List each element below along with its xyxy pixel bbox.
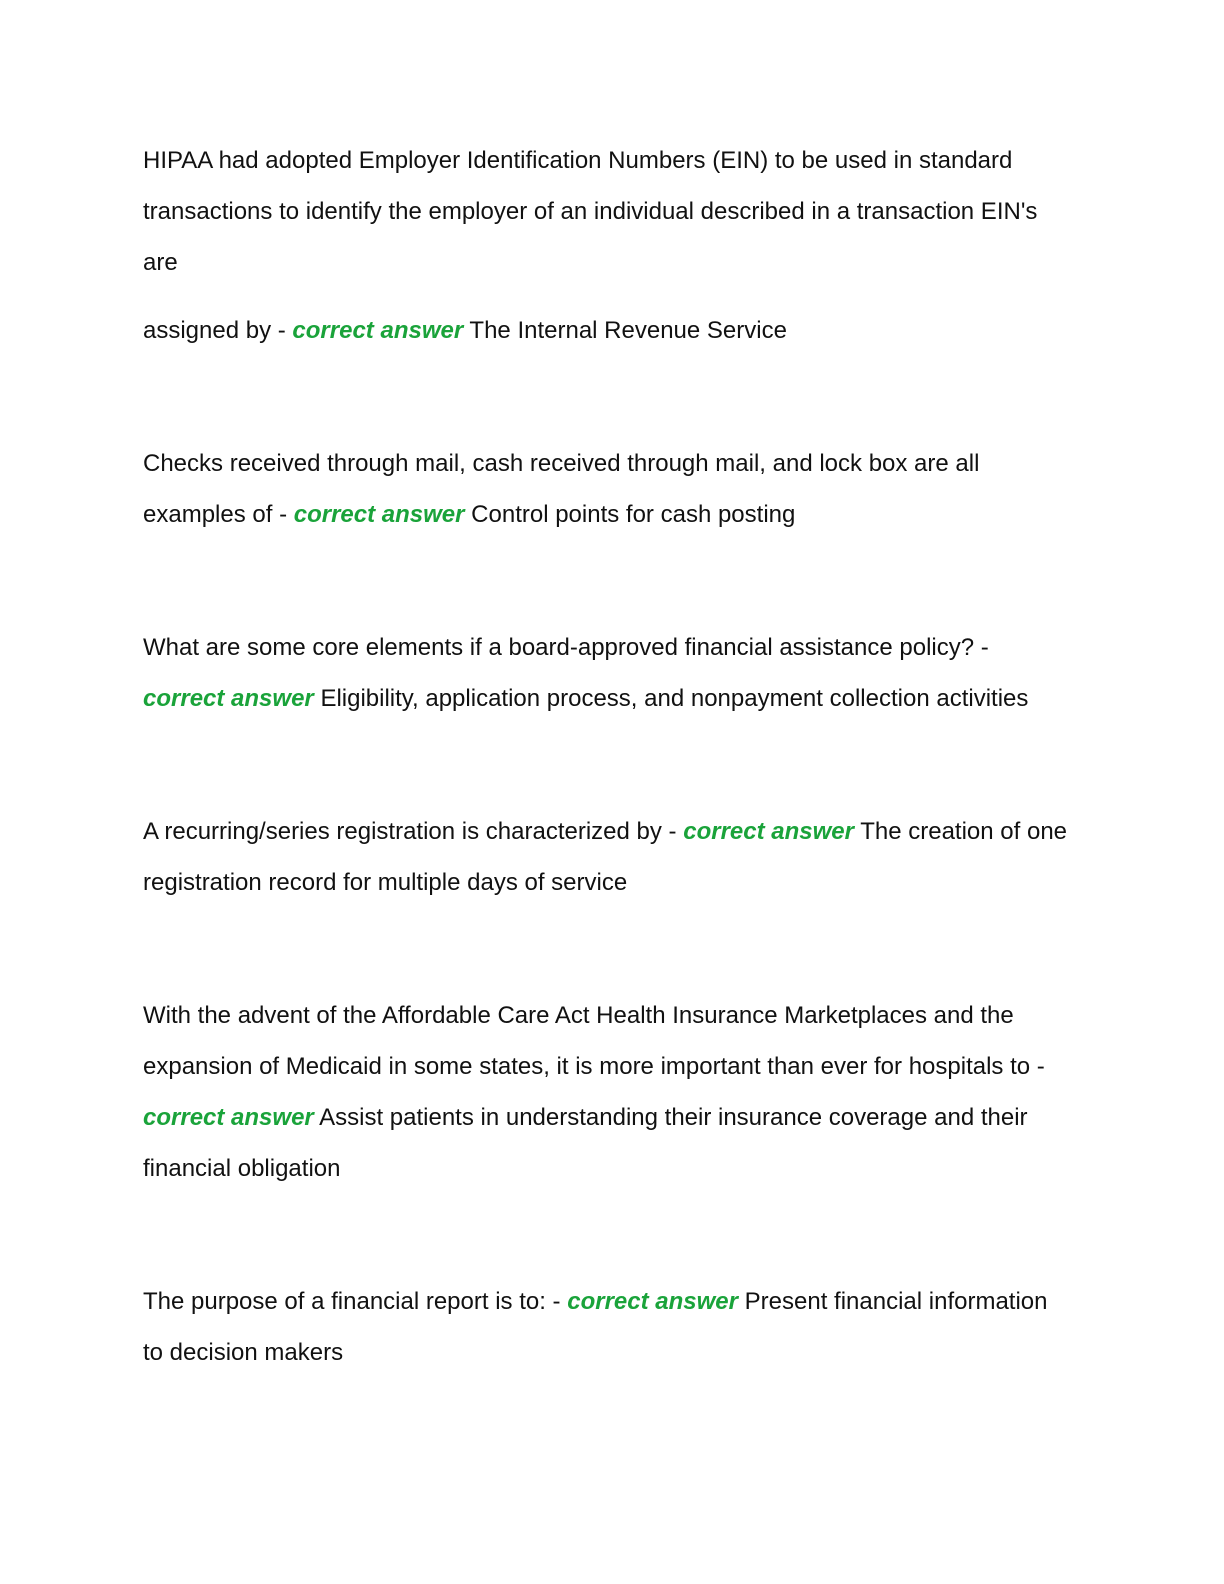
question-tail: assigned by -: [143, 317, 286, 344]
correct-answer-marker: correct answer: [143, 685, 314, 712]
correct-answer-marker: correct answer: [292, 317, 464, 344]
question-text: The purpose of a financial report is to: -: [143, 1288, 561, 1315]
qa-item: [143, 1276, 1073, 1378]
answer-text: The creation of one registration record for multiple days of service: [143, 818, 1068, 896]
qa-list: [143, 135, 1073, 1378]
question-text: A recurring/series registration is characterized by -: [143, 818, 677, 845]
question-text: Checks received through mail, cash received through mail, and lock box are all examples of -: [143, 450, 980, 528]
question-text: What are some core elements if a board-approved financial assistance policy? -: [143, 634, 989, 661]
answer-text: Present financial information to decision makers: [143, 1288, 1048, 1366]
qa-item: [143, 622, 1073, 724]
answer-text: Assist patients in understanding their insurance coverage and their financial obligation: [143, 1104, 1028, 1182]
correct-answer-marker: correct answer: [683, 818, 854, 845]
qa-item: [143, 806, 1073, 908]
question-continuation: [143, 305, 1073, 356]
answer-text: Control points for cash posting: [471, 501, 796, 528]
qa-item: [143, 135, 1073, 356]
question-text: With the advent of the Affordable Care Act Health Insurance Marketplaces and the expansion of Medicaid in some states, it is more important than ever for hospitals to -: [143, 1002, 1045, 1080]
correct-answer-marker: correct answer: [143, 1104, 314, 1131]
qa-item: [143, 990, 1073, 1194]
correct-answer-marker: correct answer: [293, 501, 465, 528]
answer-text: The Internal Revenue Service: [469, 317, 787, 344]
question-text: HIPAA had adopted Employer Identification Numbers (EIN) to be used in standard transactions to identify the employer of an individual described in a transaction EIN's are: [143, 147, 1038, 276]
qa-item: [143, 438, 1073, 540]
correct-answer-marker: correct answer: [567, 1288, 738, 1315]
answer-text: Eligibility, application process, and nonpayment collection activities: [320, 685, 1029, 712]
